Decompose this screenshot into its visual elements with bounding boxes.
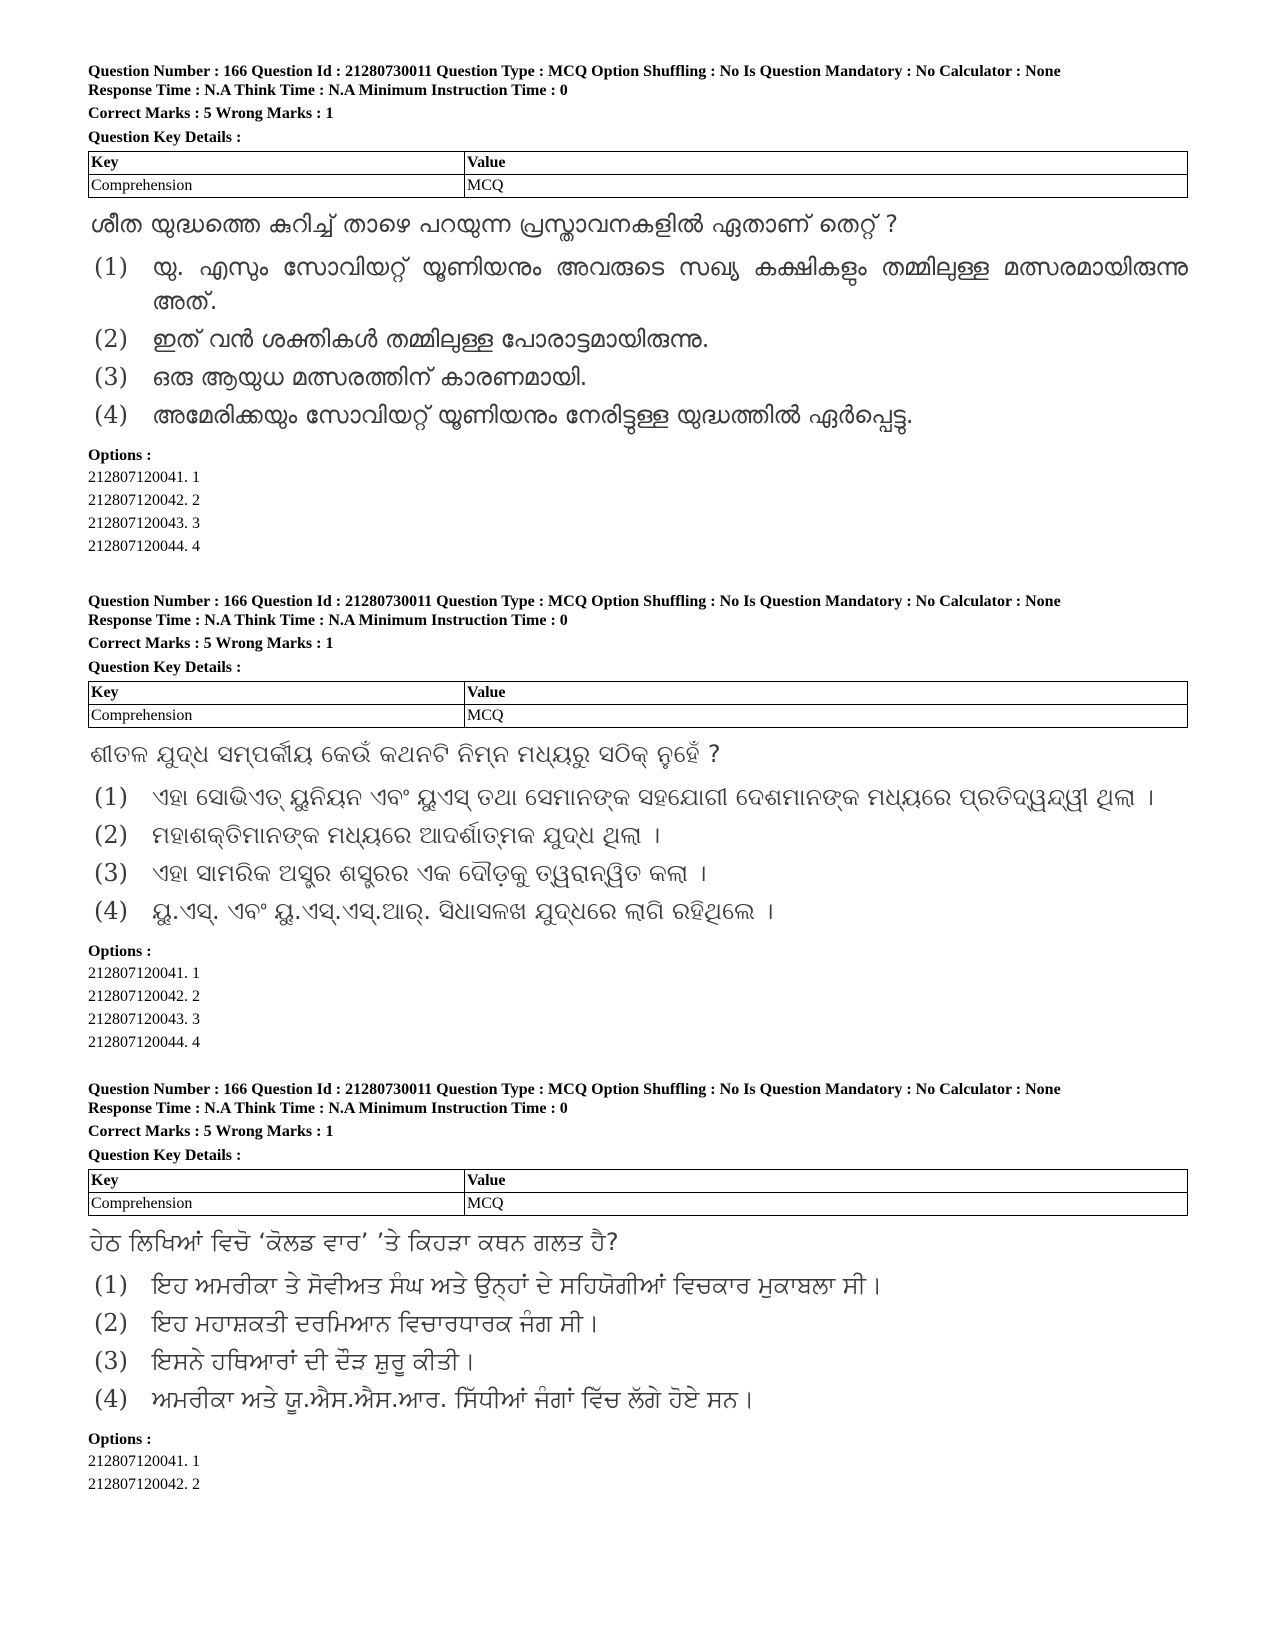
- choice-text: ഇത് വൻ ശക്തികൾ തമ്മിലുള്ള പോരാട്ടമായിരുന്നു.: [152, 325, 710, 353]
- question-meta-line: Question Number : 166 Question Id : 21280730011 Question Type : MCQ Option Shuffling : No Is Question Mandatory : No Calculator : None: [88, 1081, 1061, 1098]
- options-list: [88, 466, 1188, 558]
- choice-text: ਇਸਨੇ ਹਥਿਆਰਾਂ ਦੀ ਦੌੜ ਸ਼ੁਰੂ ਕੀਤੀ।: [152, 1347, 476, 1375]
- table-header-cell: Key: [89, 1170, 465, 1193]
- choice-number: (1): [94, 1271, 128, 1299]
- choice-text: ଏହା ସାମରିକ ଅସ୍ତ୍ର ଶସ୍ତ୍ରର ଏକ ଦୌଡ଼କୁ ତ୍ୱରାନ୍ୱିତ କଲା ।: [152, 859, 707, 887]
- options-label: Options :: [88, 1431, 152, 1448]
- choice-item: [88, 818, 1188, 852]
- table-header-cell: Key: [89, 682, 465, 705]
- choice-text: ମହାଶକ୍ତିମାନଙ୍କ ମଧ୍ୟରେ ଆଦର୍ଶାତ୍ମକ ଯୁଦ୍ଧ ଥିଲା ।: [152, 821, 661, 849]
- table-row: [89, 175, 1188, 198]
- options-list: [88, 1450, 1188, 1496]
- question-meta-line: Question Number : 166 Question Id : 21280730011 Question Type : MCQ Option Shuffling : No Is Question Mandatory : No Calculator : None: [88, 63, 1061, 80]
- marks-line: Correct Marks : 5 Wrong Marks : 1: [88, 105, 334, 122]
- question-block: [88, 62, 1188, 558]
- choice-number: (4): [94, 401, 128, 429]
- question-text-image: [88, 206, 1188, 432]
- choice-number: (2): [94, 325, 128, 353]
- choice-number: (3): [94, 859, 128, 887]
- marks-line: Correct Marks : 5 Wrong Marks : 1: [88, 1123, 334, 1140]
- key-details-label: Question Key Details :: [88, 129, 242, 146]
- question-block: [88, 1080, 1188, 1496]
- question-text: ଶୀତଳ ଯୁଦ୍ଧ ସମ୍ପର୍କୀୟ କେଉଁ କଥନଟି ନିମ୍ନ ମଧ୍ୟରୁ ସଠିକ୍ ନୁହେଁ ?: [90, 740, 721, 768]
- choice-number: (1): [94, 783, 128, 811]
- key-details-label: Question Key Details :: [88, 1147, 242, 1164]
- question-text-image: [88, 736, 1188, 928]
- option-item: 212807120041. 1: [88, 469, 200, 486]
- choice-number: (2): [94, 1309, 128, 1337]
- table-header-cell: Value: [465, 682, 1188, 705]
- choice-item: [88, 1306, 1188, 1340]
- response-time-line: Response Time : N.A Think Time : N.A Minimum Instruction Time : 0: [88, 612, 568, 629]
- choice-number: (2): [94, 821, 128, 849]
- table-row: [89, 705, 1188, 728]
- choice-item: [88, 1268, 1188, 1302]
- options-label: Options :: [88, 943, 152, 960]
- table-header-cell: Value: [465, 1170, 1188, 1193]
- table-cell: Comprehension: [89, 705, 465, 728]
- choice-item: [88, 322, 1188, 356]
- choice-number: (3): [94, 1347, 128, 1375]
- marks-line: Correct Marks : 5 Wrong Marks : 1: [88, 635, 334, 652]
- choice-text: ਅਮਰੀਕਾ ਅਤੇ ਯੂ.ਐਸ.ਐਸ.ਆਰ. ਸਿੱਧੀਆਂ ਜੰਗਾਂ ਵਿੱਚ ਲੱਗੇ ਹੋਏ ਸਨ।: [152, 1385, 755, 1413]
- key-details-label: Question Key Details :: [88, 659, 242, 676]
- table-header-row: [89, 152, 1188, 175]
- choice-number: (4): [94, 1385, 128, 1413]
- option-item: 212807120041. 1: [88, 1453, 200, 1470]
- key-details-table: [88, 151, 1188, 198]
- key-details-table: [88, 1169, 1188, 1216]
- choice-text: യു. എസും സോവിയറ്റ് യൂണിയനും അവരുടെ സഖ്യ കക്ഷികളും തമ്മിലുള്ള മത്സരമായിരുന്നു അത്.: [152, 253, 1188, 315]
- option-item: 212807120041. 1: [88, 965, 200, 982]
- table-header-cell: Key: [89, 152, 465, 175]
- question-meta-line: Question Number : 166 Question Id : 21280730011 Question Type : MCQ Option Shuffling : No Is Question Mandatory : No Calculator : None: [88, 593, 1061, 610]
- table-cell: MCQ: [465, 1193, 1188, 1216]
- options-list: [88, 962, 1188, 1054]
- table-cell: Comprehension: [89, 1193, 465, 1216]
- table-header-row: [89, 1170, 1188, 1193]
- question-meta: [88, 592, 1188, 677]
- table-cell: Comprehension: [89, 175, 465, 198]
- choice-text: ਇਹ ਮਹਾਸ਼ਕਤੀ ਦਰਮਿਆਨ ਵਿਚਾਰਧਾਰਕ ਜੰਗ ਸੀ।: [152, 1309, 600, 1337]
- options-label: Options :: [88, 447, 152, 464]
- choice-number: (4): [94, 897, 128, 925]
- choice-text: ଏହା ସୋଭିଏତ୍ ୟୁନିୟନ ଏବଂ ୟୁଏସ୍ ତଥା ସେମାନଙ୍କ ସହଯୋଗୀ ଦେଶମାନଙ୍କ ମଧ୍ୟରେ ପ୍ରତିଦ୍ୱନ୍ଦ୍ୱୀ ଥିଲା ।: [152, 783, 1154, 811]
- question-meta: [88, 1080, 1188, 1165]
- response-time-line: Response Time : N.A Think Time : N.A Minimum Instruction Time : 0: [88, 82, 568, 99]
- table-header-cell: Value: [465, 152, 1188, 175]
- choice-item: [88, 780, 1188, 814]
- option-item: 212807120043. 3: [88, 1011, 200, 1028]
- choice-number: (1): [94, 253, 128, 281]
- choice-item: [88, 894, 1188, 928]
- choice-text: ୟୁ.ଏସ୍. ଏବଂ ୟୁ.ଏସ୍.ଏସ୍.ଆର୍. ସିଧାସଳଖ ଯୁଦ୍ଧରେ ଲାଗି ରହିଥିଲେ ।: [152, 897, 774, 925]
- choice-item: [88, 250, 1188, 318]
- key-details-table: [88, 681, 1188, 728]
- choice-text: ഒരു ആയുധ മത്സരത്തിന് കാരണമായി.: [152, 363, 588, 391]
- option-item: 212807120042. 2: [88, 988, 200, 1005]
- question-meta: [88, 62, 1188, 147]
- choice-item: [88, 398, 1188, 432]
- table-header-row: [89, 682, 1188, 705]
- table-cell: MCQ: [465, 175, 1188, 198]
- choice-item: [88, 1382, 1188, 1416]
- option-item: 212807120042. 2: [88, 492, 200, 509]
- question-text: ശീത യുദ്ധത്തെ കുറിച്ച് താഴെ പറയുന്ന പ്രസ്താവനകളിൽ ഏതാണ് തെറ്റ് ?: [90, 210, 899, 238]
- question-text-image: [88, 1224, 1188, 1416]
- question-block: [88, 592, 1188, 1054]
- table-cell: MCQ: [465, 705, 1188, 728]
- response-time-line: Response Time : N.A Think Time : N.A Minimum Instruction Time : 0: [88, 1100, 568, 1117]
- option-item: 212807120044. 4: [88, 1034, 200, 1051]
- option-item: 212807120044. 4: [88, 538, 200, 555]
- question-text: ਹੇਠ ਲਿਖਿਆਂ ਵਿਚੋ ‘ਕੋਲਡ ਵਾਰ’ ’ਤੇ ਕਿਹੜਾ ਕਥਨ ਗਲਤ ਹੈ?: [90, 1228, 619, 1256]
- choice-text: അമേരിക്കയും സോവിയറ്റ് യൂണിയനും നേരിട്ടുള്ള യുദ്ധത്തിൽ ഏർപ്പെട്ടു.: [152, 401, 914, 429]
- choice-text: ਇਹ ਅਮਰੀਕਾ ਤੇ ਸੋਵੀਅਤ ਸੰਘ ਅਤੇ ਉਨ੍ਹਾਂ ਦੇ ਸਹਿਯੋਗੀਆਂ ਵਿਚਕਾਰ ਮੁਕਾਬਲਾ ਸੀ।: [152, 1271, 883, 1299]
- choice-item: [88, 1344, 1188, 1378]
- choice-item: [88, 856, 1188, 890]
- option-item: 212807120042. 2: [88, 1476, 200, 1493]
- choice-number: (3): [94, 363, 128, 391]
- choice-item: [88, 360, 1188, 394]
- option-item: 212807120043. 3: [88, 515, 200, 532]
- table-row: [89, 1193, 1188, 1216]
